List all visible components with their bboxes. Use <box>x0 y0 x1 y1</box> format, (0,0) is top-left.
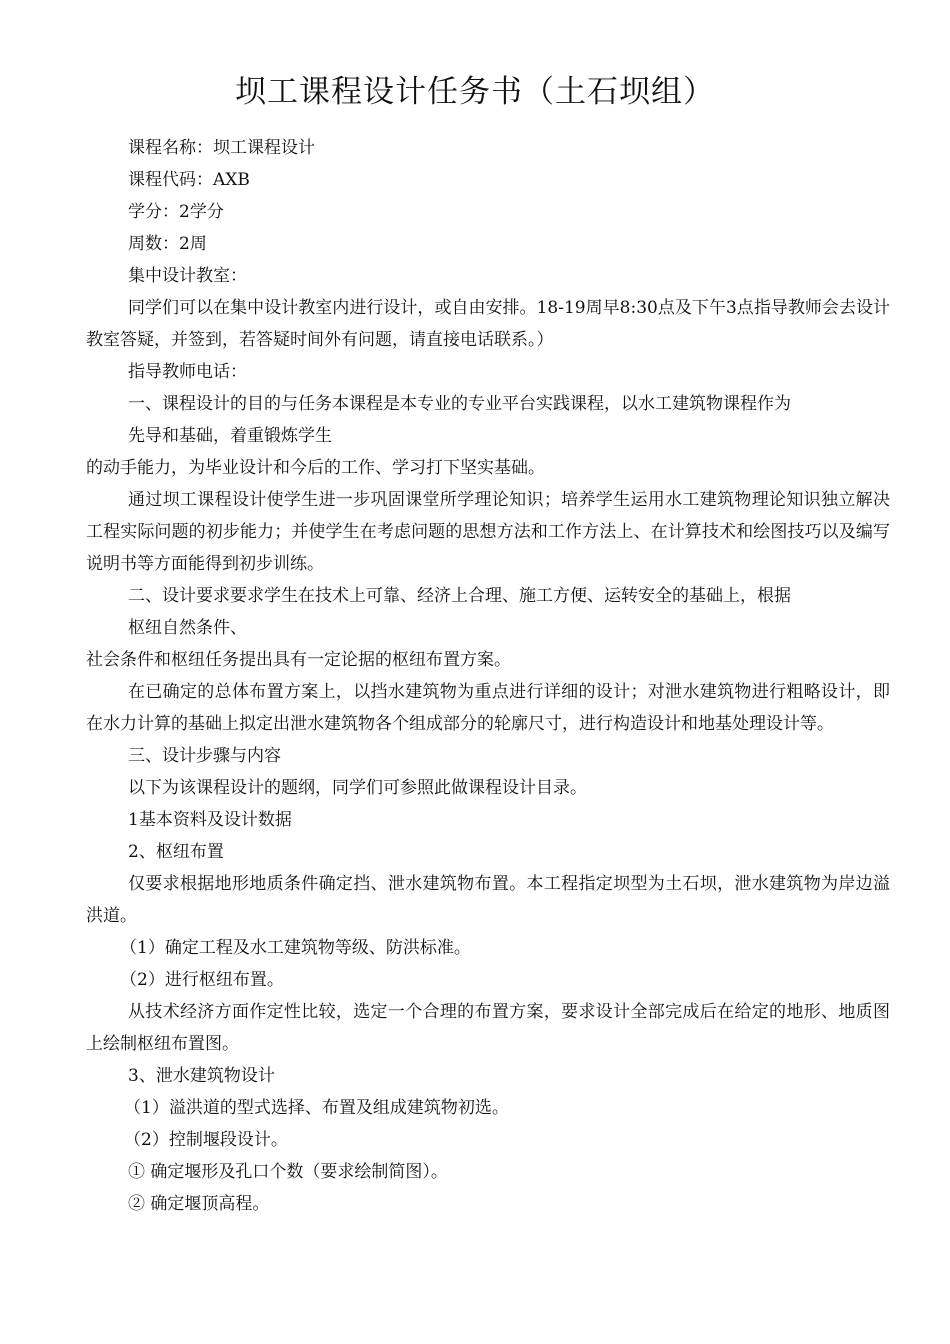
item-basic-data: 1基本资料及设计数据 <box>128 810 292 830</box>
section-one-cont: 先导和基础，着重锻炼学生 <box>128 426 332 446</box>
design-paragraph: 在已确定的总体布置方案上，以挡水建筑物为重点进行详细的设计；对泄水建筑物进行粗略设计，即在水力计算的基础上拟定出泄水建筑物各个组成部分的轮廓尺寸，进行构造设计和地基处理设计等。 <box>86 682 890 734</box>
course-name-line: 课程名称：坝工课程设计 <box>128 138 315 158</box>
classroom-line: 集中设计教室： <box>128 266 247 286</box>
section-two-end: 社会条件和枢纽任务提出具有一定论据的枢纽布置方案。 <box>86 650 511 670</box>
layout-sub-1: （1）确定工程及水工建筑物等级、防洪标准。 <box>120 938 471 958</box>
teacher-phone-line: 指导教师电话： <box>128 362 247 382</box>
item-spillway-heading: 3、泄水建筑物设计 <box>128 1066 275 1086</box>
item-layout-heading: 2、枢纽布置 <box>128 842 224 862</box>
comparison-paragraph: 从技术经济方面作定性比较，选定一个合理的布置方案，要求设计全部完成后在给定的地形、地质图上绘制枢纽布置图。 <box>86 1002 890 1054</box>
section-three-heading: 三、设计步骤与内容 <box>128 746 281 766</box>
weir-step-1: ① 确定堰形及孔口个数（要求绘制简图）。 <box>128 1162 448 1182</box>
section-two-cont: 枢纽自然条件、 <box>128 618 247 638</box>
section-two-heading: 二、设计要求要求学生在技术上可靠、经济上合理、施工方便、运转安全的基础上，根据 <box>128 586 791 606</box>
spillway-sub-2: （2）控制堰段设计。 <box>124 1130 288 1150</box>
weeks-line: 周数：2周 <box>128 234 207 254</box>
document-body <box>86 132 890 1220</box>
schedule-paragraph: 同学们可以在集中设计教室内进行设计，或自由安排。18-19周早8:30点及下午3点指导教师会去设计教室答疑，并签到，若答疑时间外有问题，请直接电话联系。） <box>86 298 890 350</box>
purpose-paragraph: 通过坝工课程设计使学生进一步巩固课堂所学理论知识；培养学生运用水工建筑物理论知识独立解决工程实际问题的初步能力；并使学生在考虑问题的思想方法和工作方法上、在计算技术和绘图技巧以及编写说明书等方面能得到初步训练。 <box>86 490 890 574</box>
outline-intro-line: 以下为该课程设计的题纲，同学们可参照此做课程设计目录。 <box>128 778 587 798</box>
weir-step-2: ② 确定堰顶高程。 <box>128 1194 270 1214</box>
credit-line: 学分：2学分 <box>128 202 224 222</box>
layout-paragraph: 仅要求根据地形地质条件确定挡、泄水建筑物布置。本工程指定坝型为土石坝，泄水建筑物为岸边溢洪道。 <box>86 874 890 926</box>
section-one-end: 的动手能力，为毕业设计和今后的工作、学习打下坚实基础。 <box>86 458 545 478</box>
document-title: 坝工课程设计任务书（土石坝组） <box>235 74 715 110</box>
spillway-sub-1: （1）溢洪道的型式选择、布置及组成建筑物初选。 <box>124 1098 509 1118</box>
course-code-line: 课程代码：AXB <box>128 170 250 190</box>
layout-sub-2: （2）进行枢纽布置。 <box>120 970 284 990</box>
section-one-heading: 一、课程设计的目的与任务本课程是本专业的专业平台实践课程，以水工建筑物课程作为 <box>128 394 791 414</box>
